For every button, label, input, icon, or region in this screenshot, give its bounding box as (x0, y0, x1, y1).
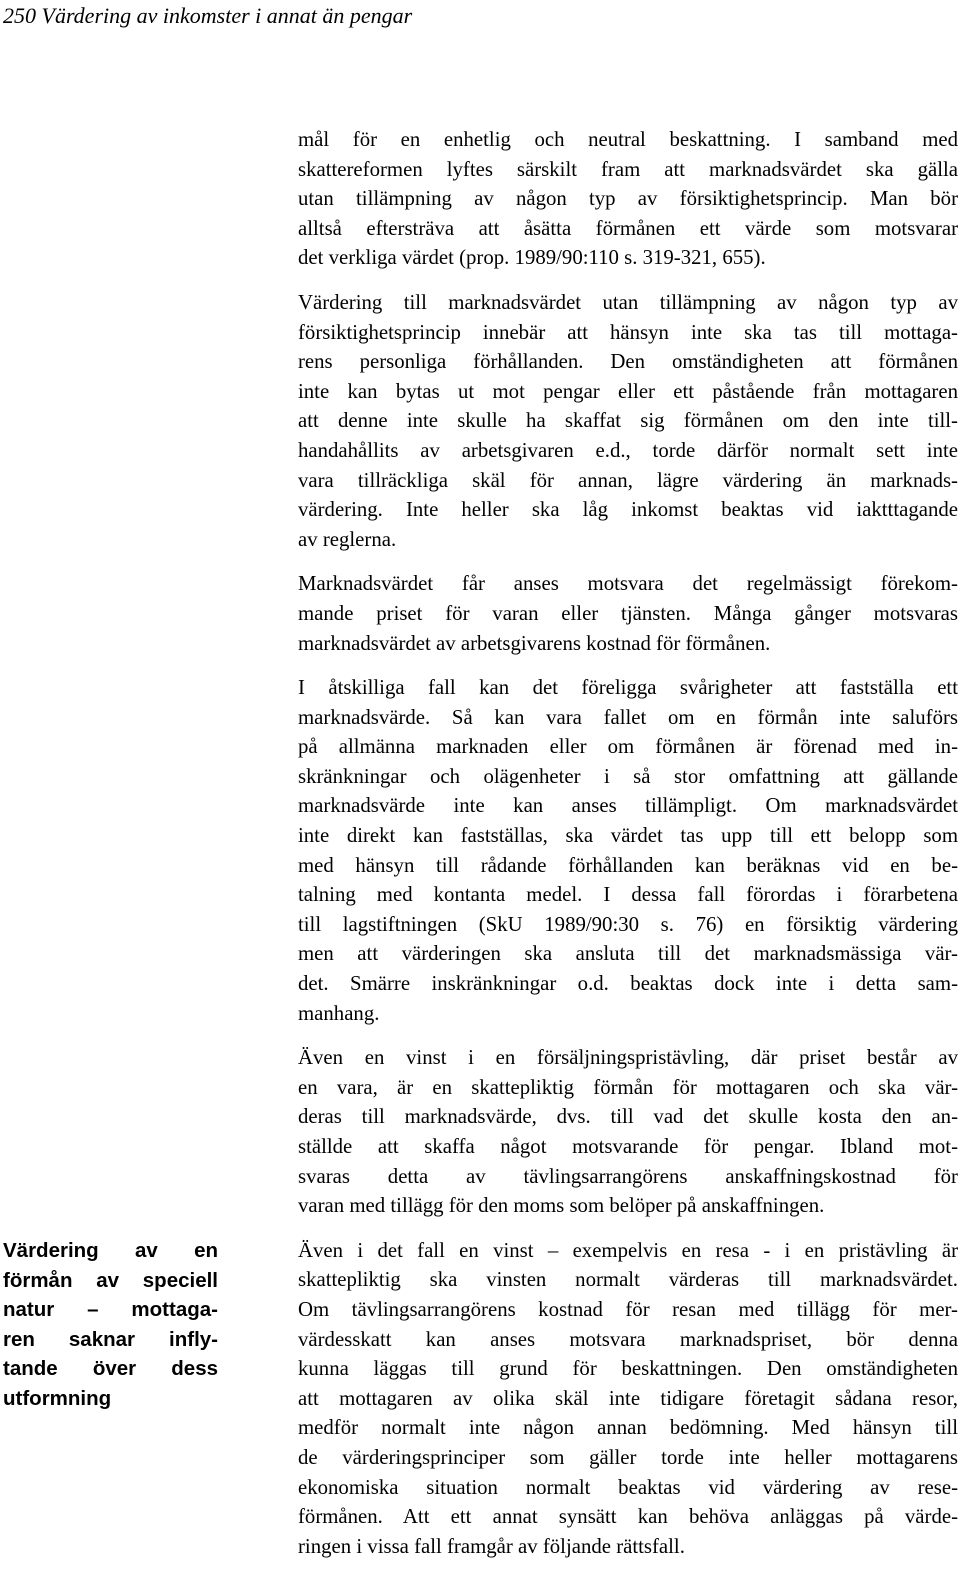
paragraph (298, 569, 958, 658)
text-line: skattepliktig ska vinsten normalt värderas till marknadsvärdet. (298, 1268, 958, 1292)
text-line: ekonomiska situation normalt beaktas vid värdering av rese- (298, 1475, 958, 1499)
margin-note-line: utformning (3, 1386, 112, 1410)
text-line: att denne inte skulle ha skaffat sig förmånen om den inte till- (298, 409, 958, 433)
paragraph (298, 1043, 958, 1221)
text-line: mål för en enhetlig och neutral beskattning. I samband med (298, 128, 958, 151)
text-line: medför normalt inte någon annan bedömning. Med hänsyn till (298, 1416, 958, 1440)
margin-note-line: förmån av speciell (3, 1268, 218, 1292)
text-line: ställde att skaffa något motsvarande för pengar. Ibland mot- (298, 1135, 958, 1158)
running-head: 250 Värdering av inkomster i annat än pengar (3, 3, 413, 28)
text-line: till lagstiftningen (SkU 1989/90:30 s. 76) en försiktig värdering (298, 912, 958, 936)
text-line: värdering. Inte heller ska låg inkomst beaktas vid iaktttagande (298, 498, 958, 522)
paragraph (298, 288, 958, 554)
text-line: I åtskilliga fall kan det föreligga svårigheter att fastställa ett (298, 676, 958, 700)
text-line: på allmänna marknaden eller om förmånen är förenad med in- (298, 735, 958, 759)
text-line: de värderingsprinciper som gäller torde inte heller mottagarens (298, 1445, 958, 1469)
text-line: utan tillämpning av någon typ av försiktighetsprincip. Man bör (298, 187, 958, 211)
text-line: att mottagaren av olika skäl inte tidigare företagit sådana resor, (298, 1386, 958, 1410)
margin-note-line: tande över dess (3, 1357, 218, 1380)
text-line: mande priset för varan eller tjänsten. Många gånger motsvaras (298, 601, 958, 625)
text-line: marknadsvärdet av arbetsgivarens kostnad för förmånen. (298, 631, 771, 655)
margin-note (3, 1236, 218, 1413)
text-line: vara tillräckliga skäl för annan, lägre värdering än marknads- (298, 468, 958, 492)
text-line: manhang. (298, 1001, 380, 1025)
text-line: marknadsvärde. Så kan vara fallet om en förmån inte saluförs (298, 705, 958, 729)
text-line: det verkliga värdet (prop. 1989/90:110 s. 319-321, 655). (298, 246, 766, 270)
text-line: ringen i vissa fall framgår av följande rättsfall. (298, 1534, 685, 1558)
text-line: inte kan bytas ut mot pengar eller ett påstående från mottagaren (298, 379, 958, 403)
text-line: rens personliga förhållanden. Den omständigheten att förmånen (298, 350, 958, 374)
text-line: deras till marknadsvärde, dvs. till vad det skulle kosta den an- (298, 1105, 958, 1129)
paragraph (298, 125, 958, 273)
text-line: förmånen. Att ett annat synsätt kan behöva anläggas på värde- (298, 1505, 958, 1529)
text-line: Om tävlingsarrangörens kostnad för resan med tillägg för mer- (298, 1297, 958, 1321)
text-line: varan med tillägg för den moms som belöper på anskaffningen. (298, 1194, 825, 1218)
margin-note-line: Värdering av en (3, 1239, 218, 1262)
text-line: skränkningar och olägenheter i så stor omfattning att gällande (298, 764, 958, 788)
text-line: Även i det fall en vinst – exempelvis en resa - i en pristävling är (298, 1238, 958, 1262)
text-line: marknadsvärde inte kan anses tillämpligt. Om marknadsvärdet (298, 794, 958, 818)
text-line: handahållits av arbetsgivaren e.d., torde därför normalt sett inte (298, 438, 958, 462)
text-line: Även en vinst i en försäljningspristävling, där priset består av (298, 1046, 958, 1070)
text-line: med hänsyn till rådande förhållanden kan beräknas vid en be- (298, 853, 958, 877)
margin-note-line: natur – mottaga- (3, 1298, 218, 1321)
text-line: skattereformen lyftes särskilt fram att marknadsvärdet ska gälla (298, 157, 958, 181)
text-line: en vara, är en skattepliktig förmån för mottagaren och ska vär- (298, 1075, 958, 1099)
text-line: alltså eftersträva att åsätta förmånen ett värde som motsvarar (298, 216, 958, 240)
text-line: talning med kontanta medel. I dessa fall förordas i förarbetena (298, 883, 958, 907)
text-line: svaras detta av tävlingsarrangörens anskaffningskostnad för (298, 1164, 958, 1188)
body-text (298, 125, 958, 1576)
text-line: Värdering till marknadsvärdet utan tillämpning av någon typ av (298, 290, 958, 314)
text-line: men att värderingen ska ansluta till det marknadsmässiga vär- (298, 942, 958, 966)
text-line: värdesskatt kan anses motsvara marknadspriset, bör denna (298, 1327, 958, 1351)
margin-note-line: ren saknar infly- (3, 1327, 218, 1351)
text-line: av reglerna. (298, 527, 397, 551)
text-line: kunna läggas till grund för beskattningen. Den omständigheten (298, 1357, 958, 1381)
paragraph (298, 673, 958, 1028)
text-line: det. Smärre inskränkningar o.d. beaktas dock inte i detta sam- (298, 972, 958, 996)
text-line: inte direkt kan fastställas, ska värdet tas upp till ett belopp som (298, 824, 958, 848)
text-line: försiktighetsprincip innebär att hänsyn inte ska tas till mottaga- (298, 320, 958, 344)
text-line: Marknadsvärdet får anses motsvara det regelmässigt förekom- (298, 572, 958, 596)
paragraph (298, 1236, 958, 1562)
